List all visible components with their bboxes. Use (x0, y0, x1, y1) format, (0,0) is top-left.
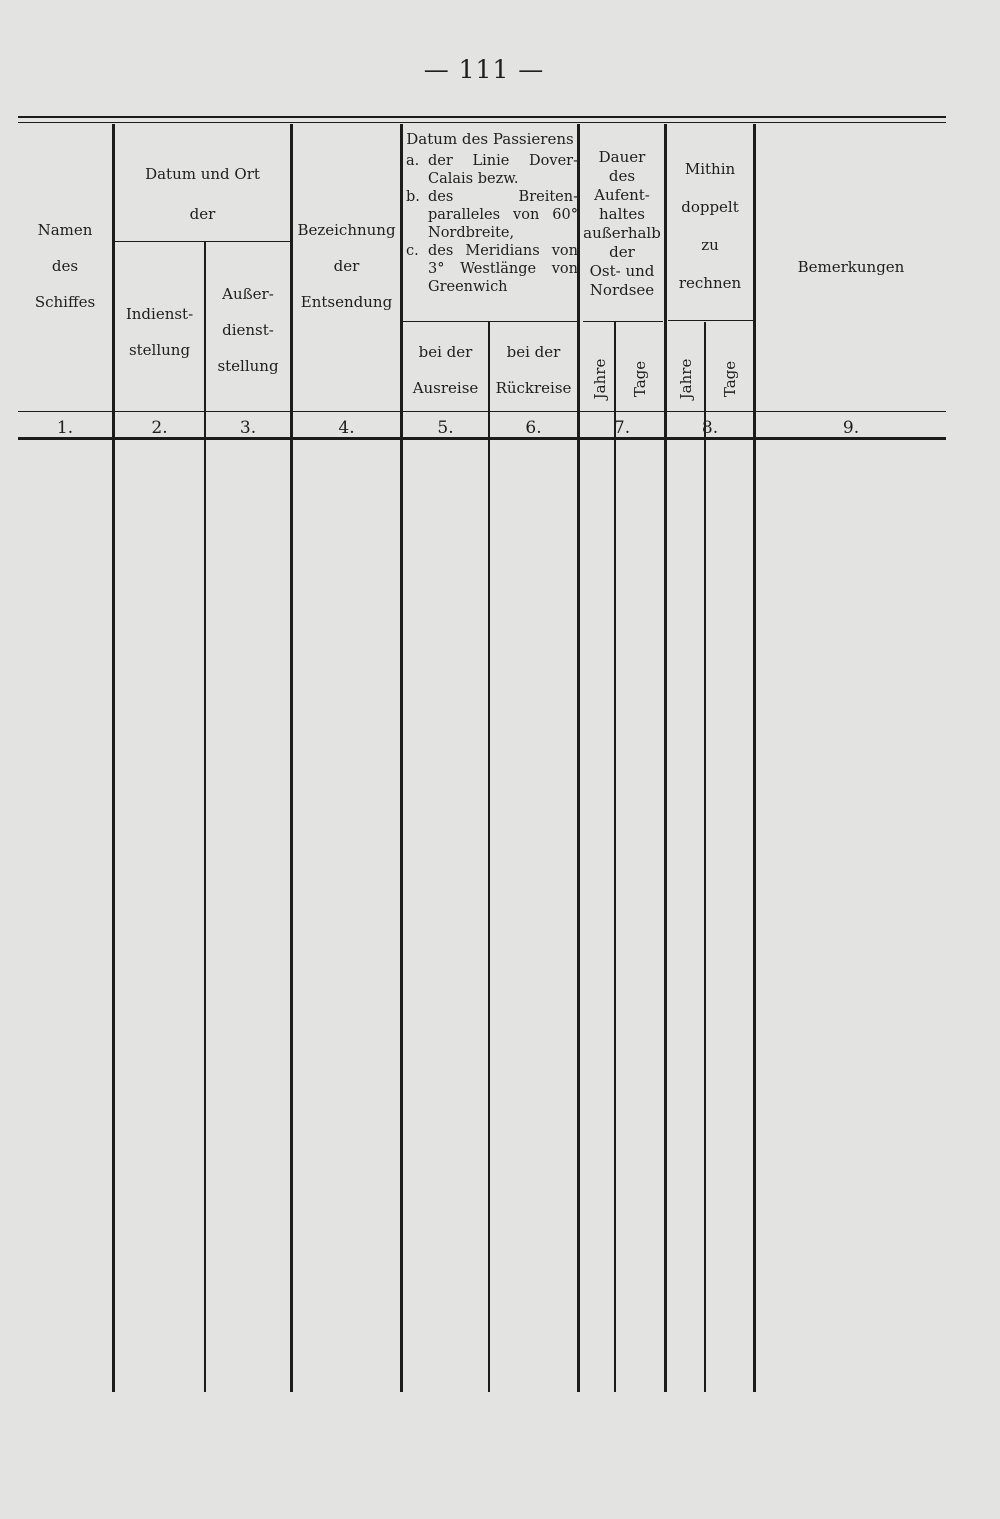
header-years-duration: Jahre (591, 358, 609, 400)
page-number: — 111 — (423, 55, 545, 84)
header-bottom-rule (18, 411, 946, 412)
column-number: 3. (239, 418, 257, 438)
column-number: 5. (437, 418, 454, 438)
subheader-rule-dates (115, 241, 290, 242)
passing-legend (406, 152, 578, 296)
header-days-double: Tage (721, 360, 739, 398)
subheader-rule-passing (403, 321, 577, 322)
legend-item-b: b. des Breiten-paralleles von 60° Nordbreite, (406, 189, 578, 241)
column-rule (400, 124, 403, 1392)
column-rule (488, 322, 490, 1392)
column-rule (614, 322, 616, 1392)
subheader-rule-double (668, 320, 753, 321)
column-rule (664, 124, 667, 1392)
header-years-double: Jahre (677, 358, 695, 400)
column-rule (204, 242, 206, 1392)
header-remarks: Bemerkungen (797, 258, 905, 276)
column-number: 6. (525, 418, 542, 438)
column-rule (753, 124, 756, 1392)
top-rule-thin (18, 122, 946, 123)
legend-item-c: c. des Meridians von 3° Westlänge von Greenwich (406, 243, 578, 295)
header-double-count-group: Mithin doppelt zu rechnen (678, 160, 742, 292)
header-days-duration: Tage (631, 360, 649, 398)
column-number: 2. (151, 418, 168, 438)
subheader-rule-duration (583, 321, 663, 322)
column-rule (704, 322, 706, 1392)
column-number: 4. (338, 418, 355, 438)
header-duration-group: Dauer des Aufent- haltes außerhalb der Ost- und Nordsee (583, 148, 661, 299)
header-date-place-group: Datum und Ort der (145, 165, 260, 223)
header-return: bei der Rückreise (495, 343, 572, 397)
column-number: 8. (701, 418, 719, 438)
column-number: 7. (613, 418, 631, 438)
header-decommissioning: Außer- dienst- stellung (217, 285, 279, 375)
header-ship-name: Namen des Schiffes (34, 221, 96, 311)
header-dispatch: Bezeichnung der Entsendung (297, 221, 396, 311)
column-rule (577, 124, 580, 1392)
column-number: 9. (842, 418, 860, 438)
column-number: 1. (56, 418, 74, 438)
top-rule (18, 116, 946, 118)
header-outbound: bei der Ausreise (412, 343, 479, 397)
legend-item-a: a. der Linie Dover-Calais bezw. (406, 153, 578, 187)
header-passing-title: Datum des Passierens (406, 130, 574, 148)
header-commissioning: Indienst- stellung (125, 305, 194, 359)
